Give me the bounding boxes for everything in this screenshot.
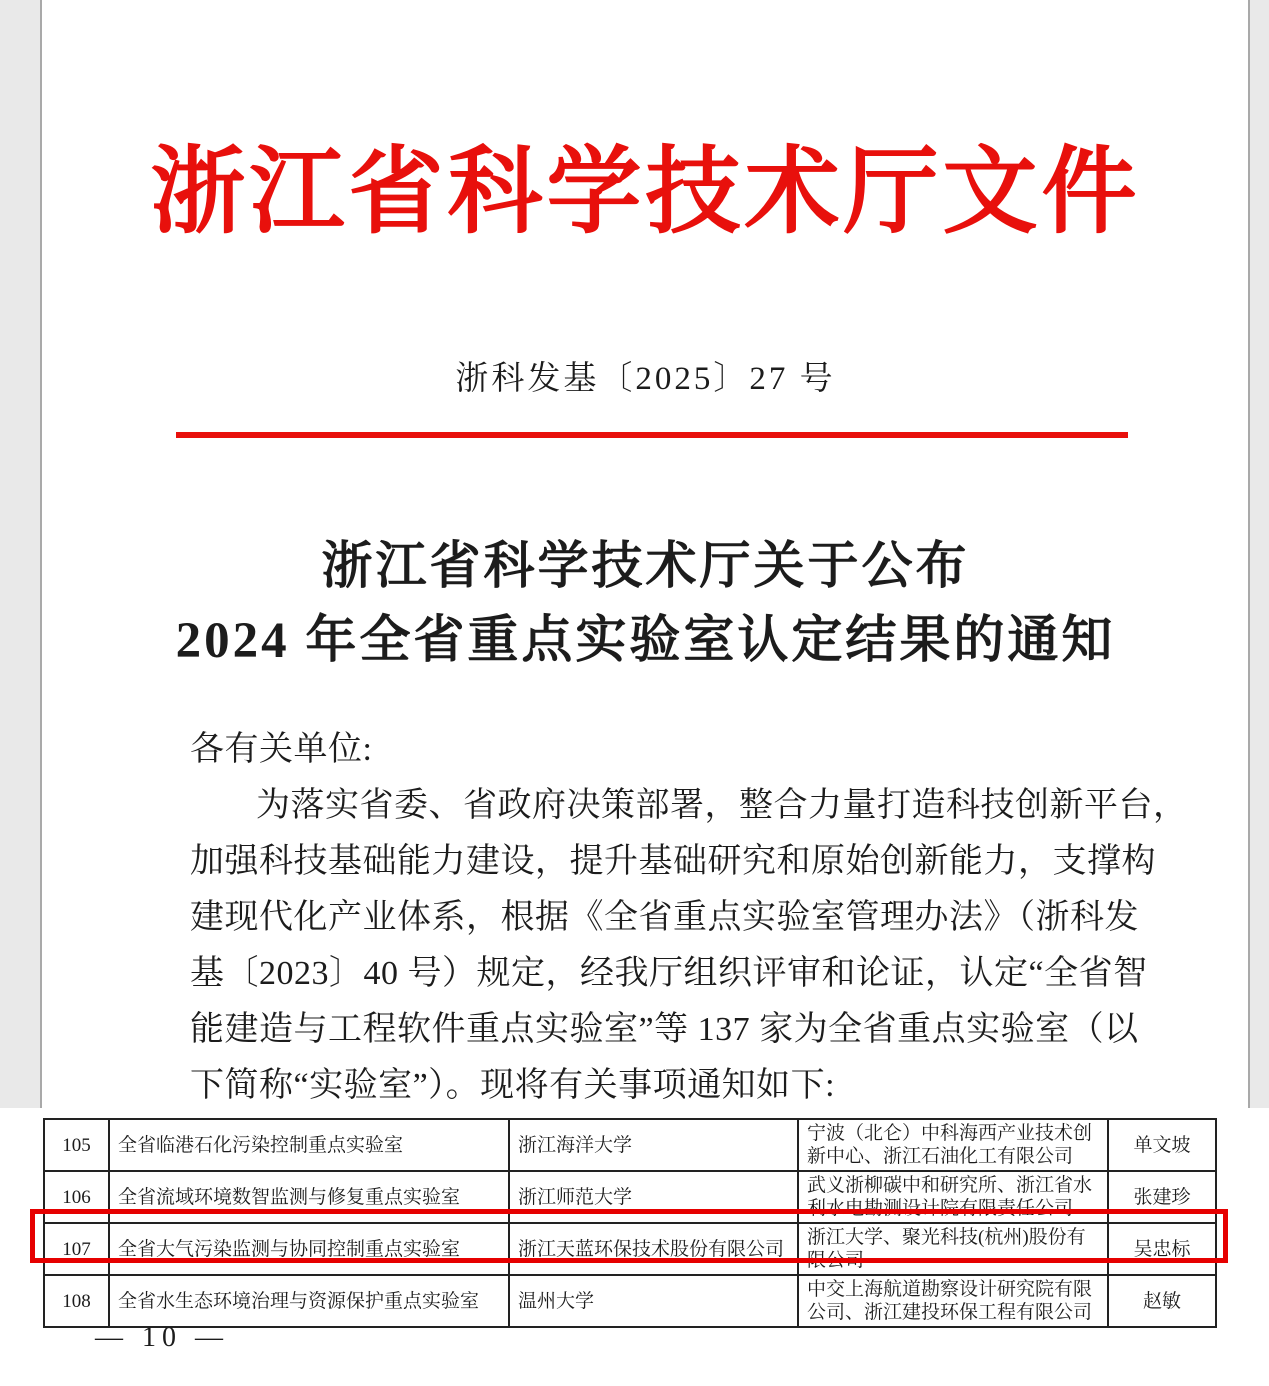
page-number: — 10 — (95, 1322, 229, 1353)
notice-title-line2: 2024 年全省重点实验室认定结果的通知 (175, 613, 1116, 669)
institution-cell: 温州大学 (509, 1275, 798, 1327)
partners-cell: 浙江大学、聚光科技(杭州)股份有限公司 (798, 1223, 1108, 1275)
row-number-cell: 108 (44, 1275, 109, 1327)
page-margin-right (1248, 0, 1269, 1108)
partners-cell: 武义浙柳碳中和研究所、浙江省水利水电勘测设计院有限责任公司 (798, 1171, 1108, 1223)
lab-name-cell: 全省大气污染监测与协同控制重点实验室 (109, 1223, 509, 1275)
row-number-cell: 107 (44, 1223, 109, 1275)
lab-name-cell: 全省流域环境数智监测与修复重点实验室 (109, 1171, 509, 1223)
paragraph-line: 下简称“实验室”）。现将有关事项通知如下: (190, 1067, 836, 1104)
institution-cell: 浙江海洋大学 (509, 1119, 798, 1171)
lab-name-cell: 全省临港石化污染控制重点实验室 (109, 1119, 509, 1171)
director-cell: 单文坡 (1108, 1119, 1216, 1171)
director-cell: 吴忠标 (1108, 1223, 1216, 1275)
red-divider-line (176, 432, 1128, 438)
paragraph-line: 加强科技基础能力建设，提升基础研究和原始创新能力，支撑构 (190, 843, 1156, 880)
notice-title-line1: 浙江省科学技术厅关于公布 (321, 539, 970, 595)
paragraph-line: 建现代化产业体系，根据《全省重点实验室管理办法》（浙科发 (190, 899, 1139, 936)
institution-cell: 浙江师范大学 (509, 1171, 798, 1223)
paragraph-line: 为落实省委、省政府决策部署，整合力量打造科技创新平台， (256, 787, 1188, 824)
lab-name-cell: 全省水生态环境治理与资源保护重点实验室 (109, 1275, 509, 1327)
notice-body (190, 722, 1188, 1114)
row-number-cell: 106 (44, 1171, 109, 1223)
row-number-cell: 105 (44, 1119, 109, 1171)
table-row-108 (44, 1275, 1216, 1327)
salutation: 各有关单位: (190, 731, 373, 768)
document-number: 浙科发基〔2025〕27 号 (455, 361, 836, 397)
highlight-box-row-107 (30, 1209, 1228, 1263)
director-cell: 赵敏 (1108, 1275, 1216, 1327)
paragraph-line: 能建造与工程软件重点实验室”等 137 家为全省重点实验室（以 (190, 1011, 1139, 1048)
partners-cell: 中交上海航道勘察设计研究院有限公司、浙江建投环保工程有限公司 (798, 1275, 1108, 1327)
paragraph-line: 基〔2023〕40 号）规定，经我厅组织评审和论证，认定“全省智 (190, 955, 1148, 992)
partners-cell: 宁波（北仑）中科海西产业技术创新中心、浙江石油化工有限公司 (798, 1119, 1108, 1171)
table-row-105 (44, 1119, 1216, 1171)
document-header-title: 浙江省科学技术厅文件 (150, 139, 1141, 245)
page-margin-left (0, 0, 42, 1108)
institution-cell: 浙江天蓝环保技术股份有限公司 (509, 1223, 798, 1275)
director-cell: 张建珍 (1108, 1171, 1216, 1223)
